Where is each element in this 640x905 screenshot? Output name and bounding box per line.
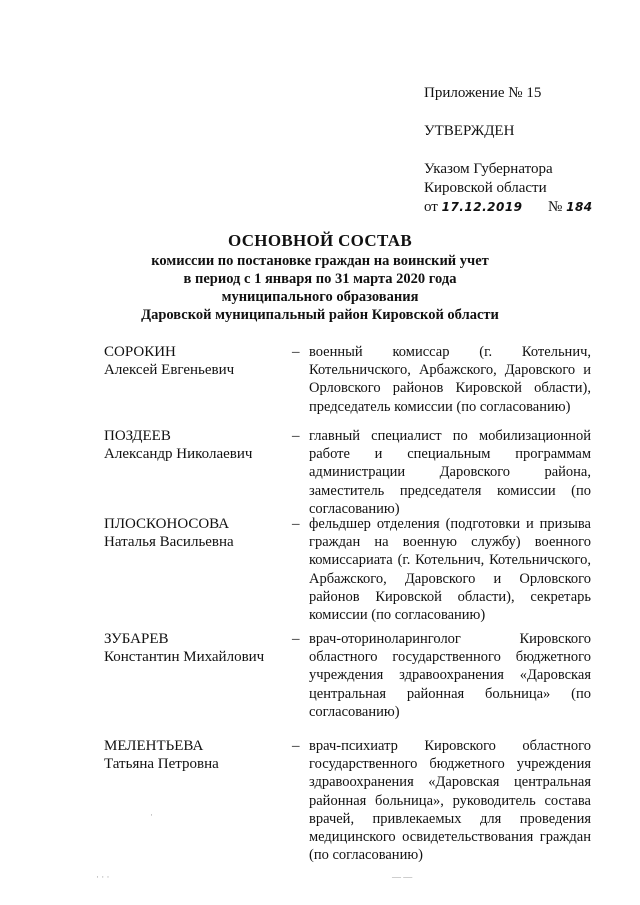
member-name	[104, 343, 284, 379]
member-name	[104, 515, 284, 551]
heading-line-1: комиссии по постановке граждан на воинский учет	[151, 253, 489, 269]
member-description: военный комиссар (г. Котельнич, Котельничского, Арбажского, Даровского и Орловского районов Кировской области), председатель комиссии (по согласованию)	[309, 344, 591, 415]
member-surname: ЗУБАРЕВ	[104, 631, 169, 647]
member-dash: –	[292, 738, 300, 754]
scan-speck: — —	[392, 872, 413, 882]
scan-speck: · · ·	[96, 872, 110, 882]
member-given-names: Константин Михайлович	[104, 649, 265, 665]
member-surname: МЕЛЕНТЬЕВА	[104, 738, 204, 754]
from-label: от	[424, 199, 438, 215]
member-description: фельдшер отделения (подготовки и призыва граждан на военную службу) военного комиссариата (г. Котельнич, Котельничского, Арбажского, Даровского и Орловского районов Кировской области), секретарь комиссии (по согласованию)	[309, 516, 591, 624]
member-description: врач-психиатр Кировского областного государственного бюджетного учреждения здравоохранения «Даровская центральная районная больница», руководитель состава врачей, привлекаемых для проведения медицинского освидетельствования граждан (по согласованию)	[309, 738, 591, 864]
appendix-number: Приложение № 15	[424, 85, 542, 101]
member-dash: –	[292, 428, 300, 444]
member-given-names: Александр Николаевич	[104, 446, 253, 462]
member-dash: –	[292, 631, 300, 647]
member-surname: ПОЗДЕЕВ	[104, 428, 171, 444]
heading-line-4: Даровской муниципальный район Кировской области	[141, 307, 499, 323]
member-description: врач-оториноларинголог Кировского областного государственного бюджетного учреждения здравоохранения «Даровская центральная районная больница» (по согласованию)	[309, 631, 591, 720]
document-heading	[0, 230, 640, 324]
member-name	[104, 427, 284, 463]
handwritten-date: 17.12.2019	[441, 200, 523, 214]
decree-line-1: Указом Губернатора	[424, 161, 553, 177]
heading-line-3: муниципального образования	[221, 289, 419, 305]
member-dash: –	[292, 516, 300, 532]
decree-line-2: Кировской области	[424, 180, 547, 196]
member-surname: СОРОКИН	[104, 344, 176, 360]
approved-stamp: УТВЕРЖДЕН	[424, 123, 515, 139]
member-dash: –	[292, 344, 300, 360]
member-name	[104, 630, 284, 666]
member-given-names: Алексей Евгеньевич	[104, 362, 235, 378]
member-surname: ПЛОСКОНОСОВА	[104, 516, 230, 532]
member-given-names: Наталья Васильевна	[104, 534, 234, 550]
handwritten-number: 184	[566, 200, 593, 214]
decree-date-line	[424, 198, 593, 217]
scan-speck: ·	[150, 810, 153, 820]
approval-block	[424, 84, 593, 217]
member-description: главный специалист по мобилизационной работе и специальным программам администрации Даровского района, заместитель председателя комиссии (по согласованию)	[309, 428, 591, 517]
heading-line-2: в период с 1 января по 31 марта 2020 года	[183, 271, 457, 287]
heading-title: ОСНОВНОЙ СОСТАВ	[227, 231, 412, 250]
member-name	[104, 737, 284, 773]
member-given-names: Татьяна Петровна	[104, 756, 219, 772]
number-label: №	[548, 199, 563, 215]
